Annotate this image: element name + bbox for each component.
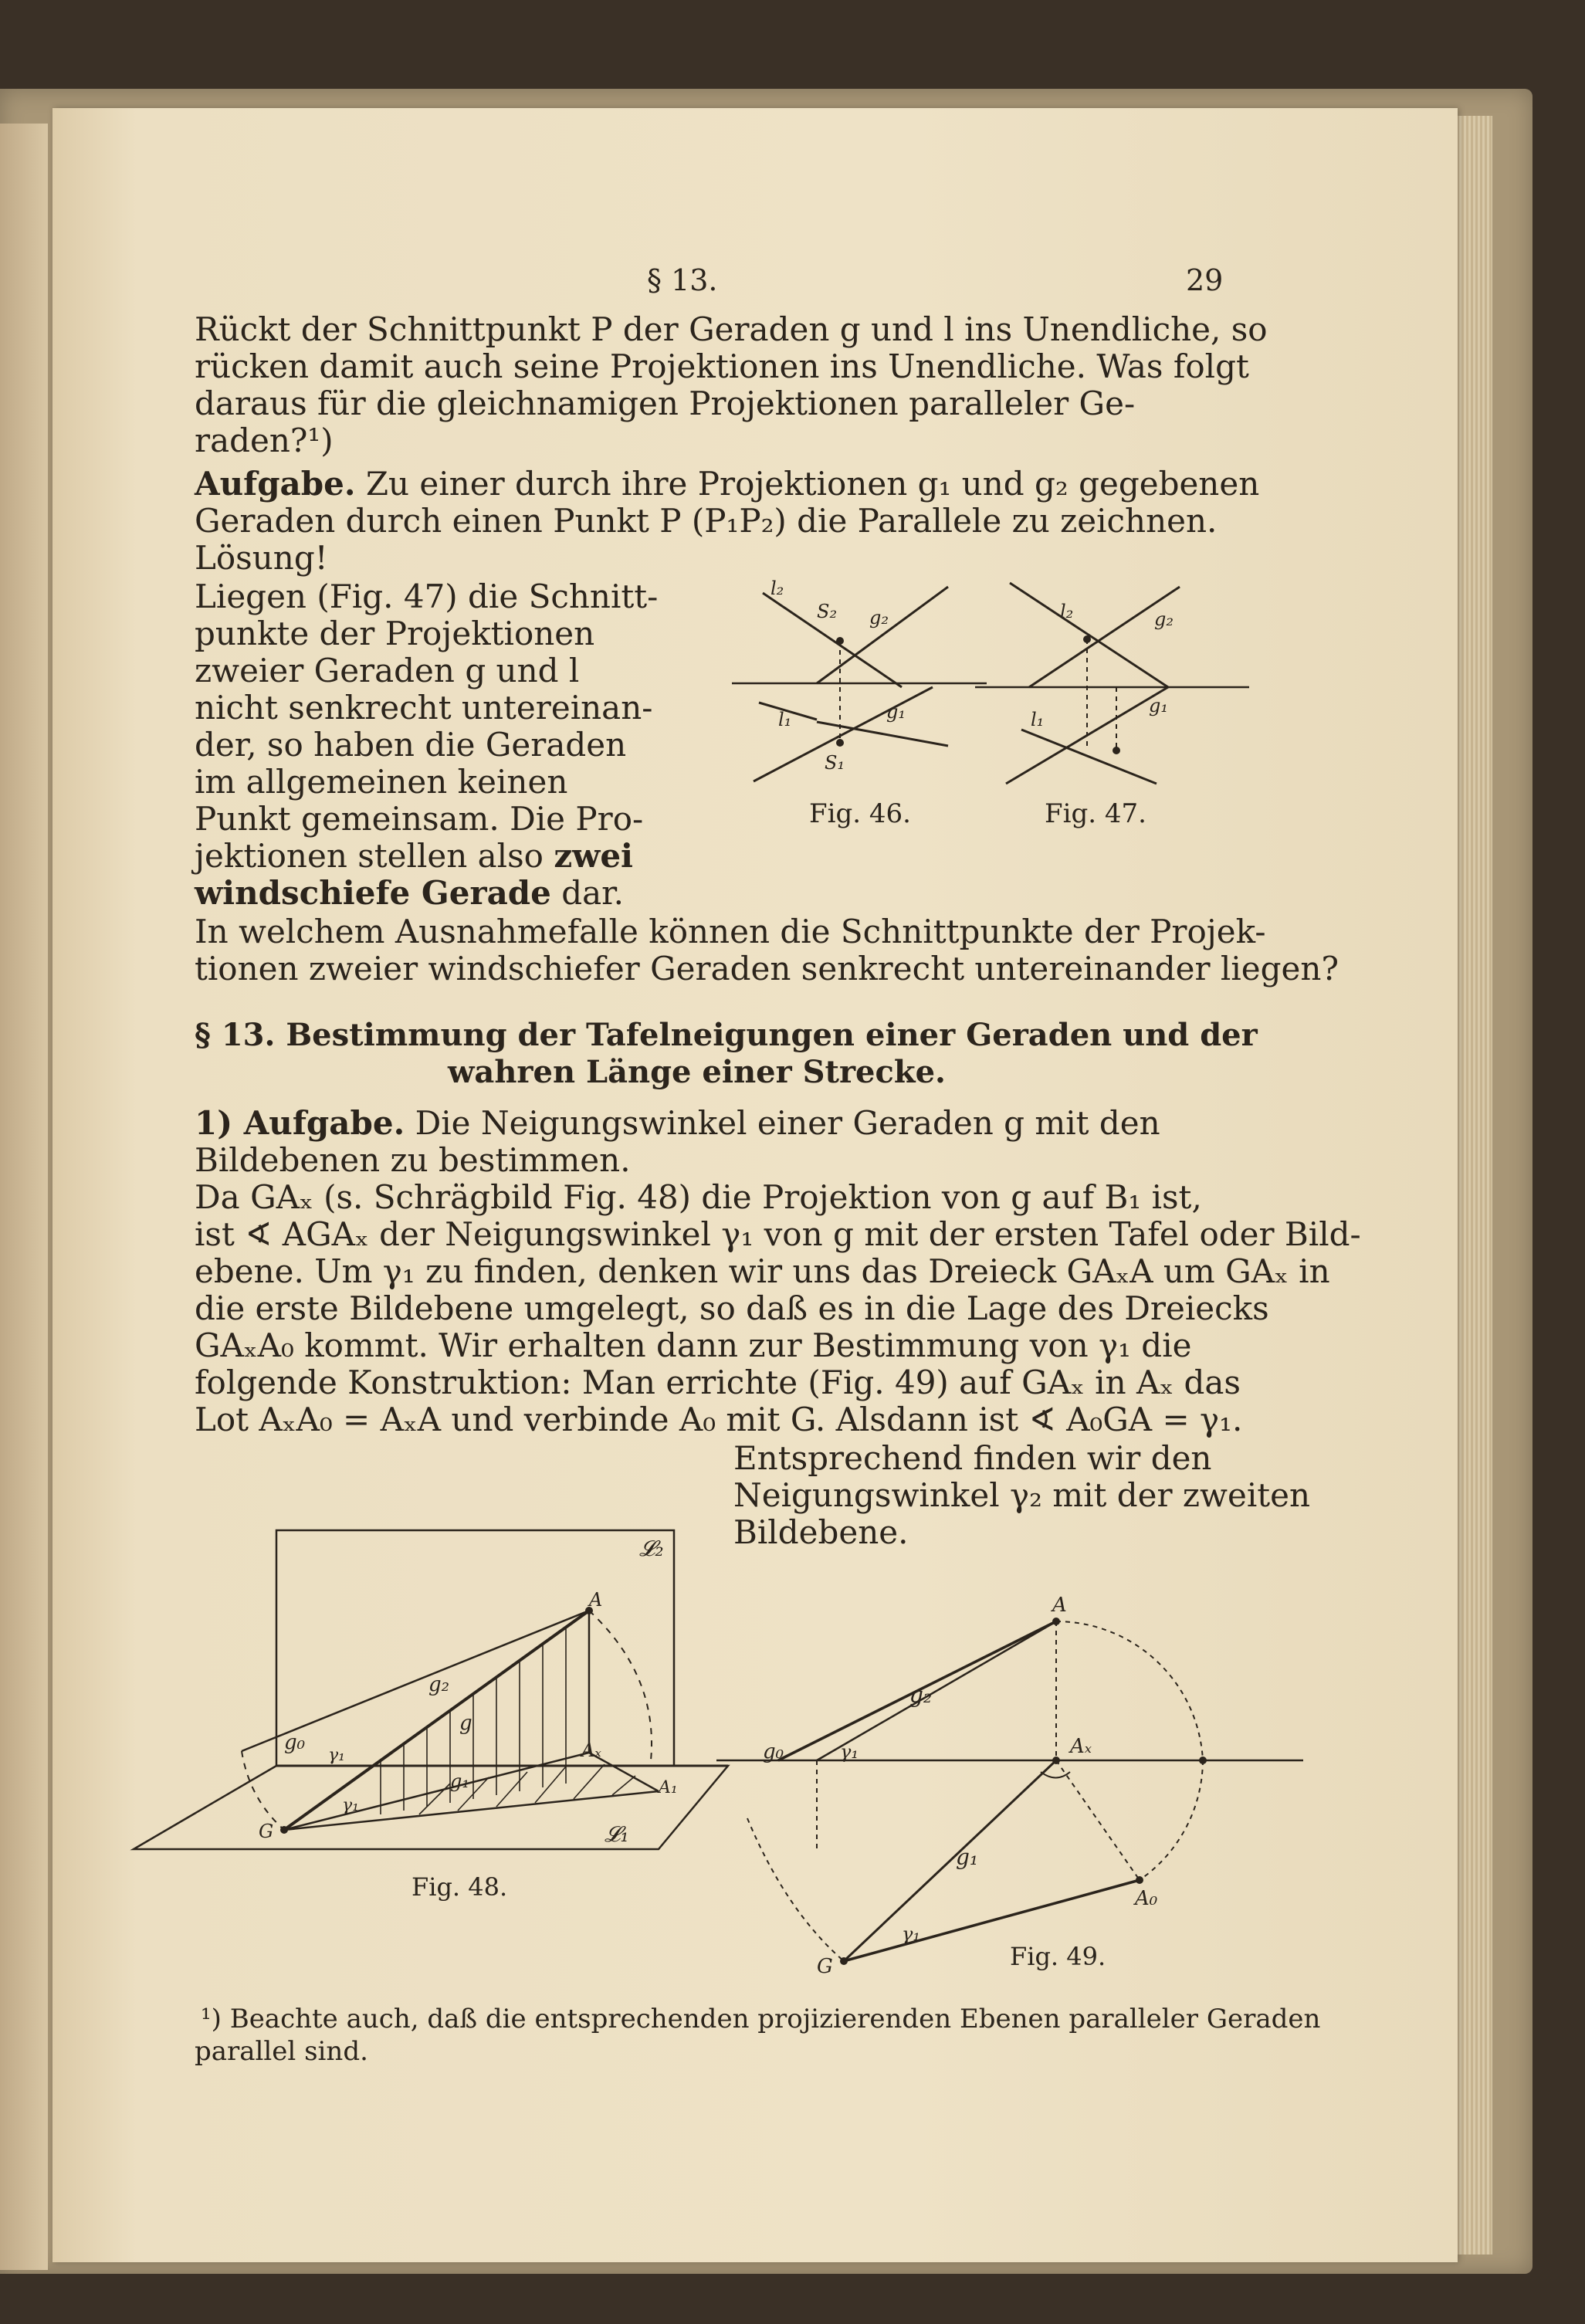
- fig46-caption: Fig. 46.: [809, 798, 911, 829]
- para1-line2: rücken damit auch seine Projektionen ins Unendliche. Was folgt: [195, 347, 1249, 385]
- fig48-label-gamma-upper: γ₁: [328, 1746, 345, 1765]
- fig48-label-g2: g₂: [428, 1673, 450, 1696]
- fig46-label-g2: g₂: [869, 607, 889, 628]
- aufgabe2-line2: Bildebenen zu bestimmen.: [195, 1141, 631, 1179]
- fig46-label-l1: l₁: [778, 709, 792, 730]
- previous-page-edge: [0, 124, 48, 2270]
- loesung-line8-text: jektionen stellen also: [195, 837, 544, 875]
- fig49-label-a: A: [1052, 1594, 1067, 1617]
- para1-line1: Rückt der Schnittpunkt P der Geraden g und l ins Unendliche, so: [195, 310, 1268, 348]
- fig47-point-upper: [1083, 635, 1091, 643]
- section-title-line2: wahren Länge einer Strecke.: [448, 1054, 946, 1090]
- fig47-point-lower: [1113, 747, 1120, 754]
- book-page: [52, 108, 1458, 2262]
- fig49-label-g0: g₀: [763, 1740, 784, 1763]
- fig48-label-g: g: [459, 1712, 472, 1735]
- para3-line5: GAₓA₀ kommt. Wir erhalten dann zur Bestimmung von γ₁ die: [195, 1326, 1192, 1364]
- figure-46: [732, 571, 1002, 896]
- fig49-label-g-point: G: [817, 1955, 833, 1978]
- fig48-line-g2: [242, 1611, 589, 1751]
- figure-48: [126, 1421, 728, 1915]
- loesung-line7: Punkt gemeinsam. Die Pro-: [195, 800, 644, 838]
- para1-line4: raden?¹): [195, 422, 334, 459]
- para2-line2: tionen zweier windschiefer Geraden senkrecht untereinander liegen?: [195, 950, 1339, 988]
- loesung-line4: nicht senkrecht untereinan-: [195, 689, 653, 727]
- fig49-dashed-arc-left: [747, 1818, 844, 1961]
- para3-right-line2: Neigungswinkel γ₂ mit der zweiten: [733, 1476, 1311, 1514]
- fig49-caption: Fig. 49.: [1010, 1942, 1106, 1971]
- fig48-label-g-point: G: [259, 1821, 274, 1842]
- fig48-label-g0: g₀: [284, 1731, 306, 1754]
- aufgabe2-label: 1) Aufgabe.: [195, 1104, 405, 1142]
- para3-line4: die erste Bildebene umgelegt, so daß es in die Lage des Dreiecks: [195, 1289, 1269, 1327]
- fig48-label-ax: Aₓ: [581, 1740, 601, 1761]
- para1-line3: daraus für die gleichnamigen Projektionen paralleler Ge-: [195, 385, 1136, 422]
- fig49-point-a: [1052, 1618, 1060, 1625]
- fig48-line-g1: [284, 1791, 659, 1830]
- fig48-dashed-arc-left: [242, 1751, 284, 1830]
- para3-line6: folgende Konstruktion: Man errichte (Fig. 49) auf GAₓ in Aₓ das: [195, 1364, 1241, 1401]
- para3-right-line1: Entsprechend finden wir den: [733, 1439, 1212, 1477]
- para3-right-line3: Bildebene.: [733, 1513, 909, 1551]
- fig47-caption: Fig. 47.: [1045, 798, 1146, 829]
- para3-line2: ist ∢ AGAₓ der Neigungswinkel γ₁ von g mit der ersten Tafel oder Bild-: [195, 1215, 1361, 1253]
- fig49-right-angle-mark: [1041, 1772, 1070, 1778]
- fig47-line-l2: [1010, 583, 1168, 687]
- loesung-line1: Liegen (Fig. 47) die Schnitt-: [195, 578, 659, 615]
- para2-line1: In welchem Ausnahmefalle können die Schnittpunkte der Projek-: [195, 913, 1266, 950]
- fig49-arc-lower: [1140, 1760, 1203, 1880]
- page-number: 29: [1186, 263, 1224, 297]
- loesung-line5: der, so haben die Geraden: [195, 726, 627, 764]
- fig48-label-a1: A₁: [659, 1778, 678, 1797]
- fig48-label-L2: 𝓛₂: [639, 1536, 664, 1561]
- fig47-label-g2: g₂: [1154, 608, 1174, 630]
- para3-line3: ebene. Um γ₁ zu finden, denken wir uns das Dreieck GAₓA um GAₓ in: [195, 1252, 1330, 1290]
- aufgabe1-text: Zu einer durch ihre Projektionen g₁ und g₂ gegebenen: [365, 465, 1260, 503]
- fig48-label-gamma-lower: γ₁: [342, 1796, 359, 1815]
- fig49-label-g1: g₁: [956, 1845, 979, 1870]
- fig46-label-l2: l₂: [770, 578, 784, 599]
- loesung-line3: zweier Geraden g und l: [195, 652, 580, 689]
- footnote-line1: ¹) Beachte auch, daß die entsprechenden projizierenden Ebenen paralleler Geraden: [201, 2004, 1321, 2034]
- fig49-point-a0: [1136, 1876, 1143, 1884]
- footnote-line2: parallel sind.: [195, 2036, 368, 2067]
- fig48-vertical-plane: [276, 1530, 674, 1766]
- fig48-caption: Fig. 48.: [411, 1872, 508, 1902]
- loesung-line9: [195, 874, 624, 913]
- aufgabe1-line3: Lösung!: [195, 539, 328, 577]
- fig49-label-ax: Aₓ: [1070, 1735, 1092, 1758]
- fig47-label-l2: l₂: [1060, 601, 1074, 622]
- fig49-line-g2-lower: [817, 1621, 1056, 1760]
- loesung-line2: punkte der Projektionen: [195, 615, 595, 652]
- fig48-hatching: [381, 1628, 635, 1814]
- figure-49: [701, 1587, 1303, 2019]
- fig49-point-ax: [1052, 1757, 1060, 1764]
- aufgabe1-line2: Geraden durch einen Punkt P (P₁P₂) die Parallele zu zeichnen.: [195, 502, 1218, 540]
- fig49-dashed-ax-a0: [1056, 1760, 1140, 1880]
- fig49-point-arc-end: [1199, 1757, 1207, 1764]
- fig46-label-s2: S₂: [817, 601, 838, 622]
- fig48-point-g: [280, 1826, 288, 1834]
- aufgabe1-line1: [195, 465, 1259, 503]
- fig47-line-l1: [1021, 730, 1157, 784]
- loesung-bold-windschiefe: windschiefe Gerade: [195, 874, 551, 912]
- fig48-label-g1: g₁: [450, 1770, 469, 1792]
- section-heading-line1: [195, 1016, 1258, 1055]
- fig48-horizontal-plane: [134, 1766, 728, 1849]
- fig48-label-L1: 𝓛₁: [605, 1821, 629, 1847]
- running-head-section: § 13.: [647, 263, 718, 297]
- fig48-label-a: A: [589, 1589, 603, 1611]
- section-number: § 13.: [195, 1017, 276, 1053]
- fig49-label-gamma-upper: γ₁: [840, 1741, 859, 1763]
- fig49-label-a0: A₀: [1135, 1887, 1158, 1910]
- fig47-line-g2: [1029, 587, 1180, 687]
- aufgabe1-label: Aufgabe.: [195, 465, 356, 503]
- para3-line1: Da GAₓ (s. Schrägbild Fig. 48) die Projektion von g auf B₁ ist,: [195, 1178, 1202, 1216]
- fig46-label-s1: S₁: [825, 752, 845, 774]
- fig49-point-g: [840, 1957, 848, 1965]
- fig49-label-g2: g₂: [909, 1682, 933, 1708]
- loesung-line6: im allgemeinen keinen: [195, 763, 568, 801]
- section-title-line1: Bestimmung der Tafelneigungen einer Geraden und der: [286, 1017, 1258, 1053]
- fig47-label-l1: l₁: [1031, 709, 1045, 730]
- fig49-label-gamma-lower: γ₁: [902, 1923, 920, 1945]
- loesung-bold-zwei: zwei: [554, 837, 633, 875]
- loesung-end: dar.: [561, 874, 624, 912]
- fig46-label-g1: g₁: [886, 701, 906, 723]
- fig47-label-g1: g₁: [1149, 695, 1168, 717]
- fig46-point-s1: [836, 739, 844, 747]
- fig46-point-s2: [836, 637, 844, 645]
- loesung-line8: [195, 837, 633, 876]
- aufgabe2-text: Die Neigungswinkel einer Geraden g mit den: [415, 1104, 1160, 1142]
- figure-47: [975, 571, 1261, 896]
- fig48-dashed-arc: [589, 1611, 652, 1760]
- para3-line7: Lot AₓA₀ = AₓA und verbinde A₀ mit G. Alsdann ist ∢ A₀GA = γ₁.: [195, 1401, 1243, 1438]
- aufgabe2-line1: [195, 1104, 1160, 1143]
